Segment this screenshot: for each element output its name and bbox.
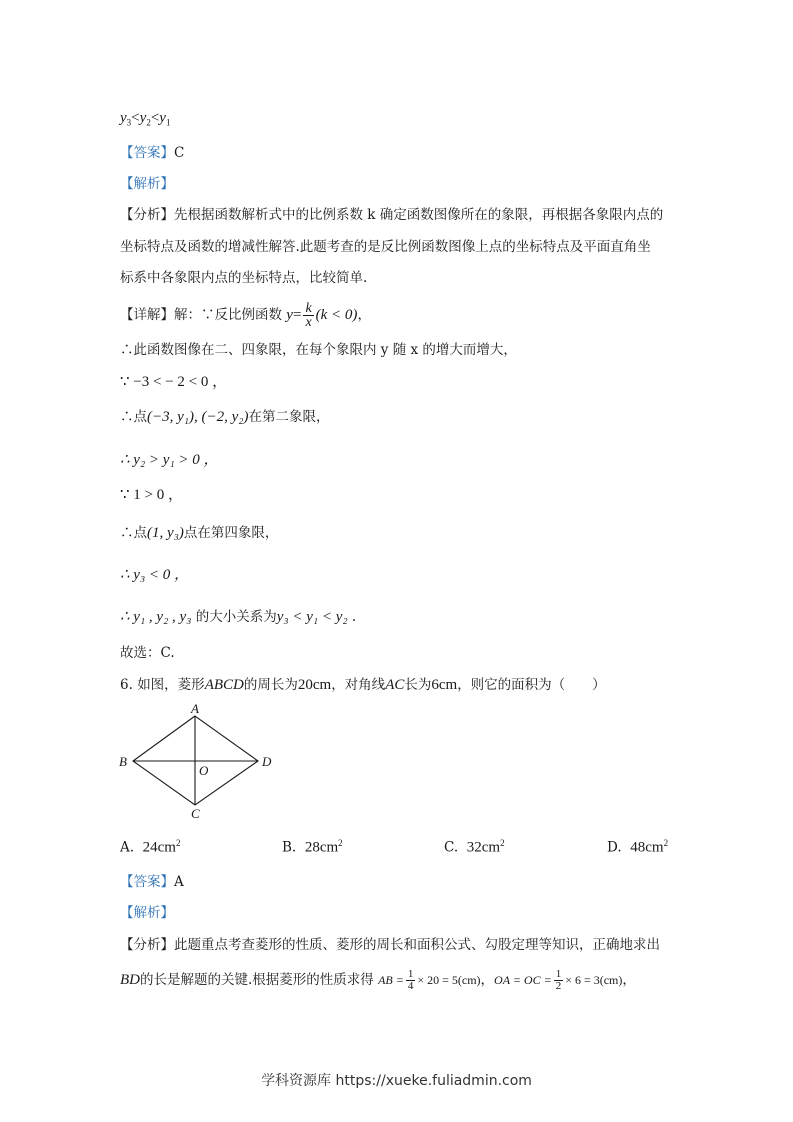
step-4: ∴ y₂ > y₁ > 0 ， [120,452,219,468]
one-half-fraction: $\frac{1}{2}$ [555,968,562,992]
q6-fenxi-line-1: 【分析】此题重点考查菱形的性质、菱形的周长和面积公式、勾股定理等知识，正确地求出 [120,937,660,953]
label-d: D [262,754,272,769]
analysis-tag: 【解析】 [120,176,174,192]
choice-d[interactable]: D. $48cm^2$ [607,838,669,856]
fenxi-line-3: 标系中各象限内点的坐标特点，比较简单. [120,270,368,286]
choice-b[interactable]: B. $28cm^2$ [282,838,343,856]
q6-answer-line: 【答案】A [120,874,184,890]
step-3: ∴点(−3, y₁), (−2, y₂)在第二象限， [120,409,330,425]
label-a: A [191,701,199,716]
answer-value: C [174,145,185,161]
answer-line [120,143,184,163]
choice-c[interactable]: C. $32cm^2$ [444,838,505,856]
q6-fenxi-line-2: BD的长是解题的关键.根据菱形的性质求得 AB = $\frac{1}{4}$ × 20 = 5(cm)，OA = OC = $\frac{1}{2}$ × 6 = 3(cm)， [120,968,636,992]
one-quarter-fraction: $\frac{1}{4}$ [407,968,414,992]
step-2: ∵ −3 < − 2 < 0 ， [120,374,228,390]
site-footer: 学科资源库 https://xueke.fuliadmin.com [261,1073,532,1089]
fenxi-line-1: 【分析】先根据函数解析式中的比例系数 k 确定函数图像所在的象限，再根据各象限内点的 [120,207,664,223]
inequality-line: $y_3<y_2<y_1$ [120,110,171,128]
question-number: 6. [120,677,133,693]
q6-analysis-tag: 【解析】 [120,905,174,921]
fenxi-line-2: 坐标特点及函数的增减性解答.此题考查的是反比例函数图像上点的坐标特点及平面直角坐 [120,239,651,255]
label-b: B [119,754,127,769]
step-8: ∴ y₁ , y₂ , y₃ 的大小关系为y₃ < y₁ < y₂ . [120,609,357,625]
detail-intro-line: 【详解】解：∵反比例函数 y= $\frac{k}{x}$ (k < 0)， [120,301,371,330]
step-1: ∴此函数图像在二、四象限，在每个象限内 y 随 x 的增大而增大， [120,342,517,358]
k-over-x-fraction: $\frac{k}{x}$ [305,301,312,330]
rhombus-figure [115,700,285,825]
step-6: ∴点(1, y₃)点在第四象限， [120,525,279,541]
choose-line: 故选：C. [120,645,175,661]
step-7: ∴ y₃ < 0 ， [120,567,190,583]
label-c: C [191,806,200,821]
choice-a[interactable]: A. $24cm^2$ [120,838,181,856]
q6-answer-value: A [174,874,184,890]
question-6-stem: 6. 如图，菱形ABCD的周长为20cm，对角线AC长为6cm，则它的面积为（ ） [120,677,606,693]
label-o: O [199,763,209,778]
step-5: ∵ 1 > 0 ， [120,487,184,503]
answer-tag: 【答案】 [120,145,174,161]
